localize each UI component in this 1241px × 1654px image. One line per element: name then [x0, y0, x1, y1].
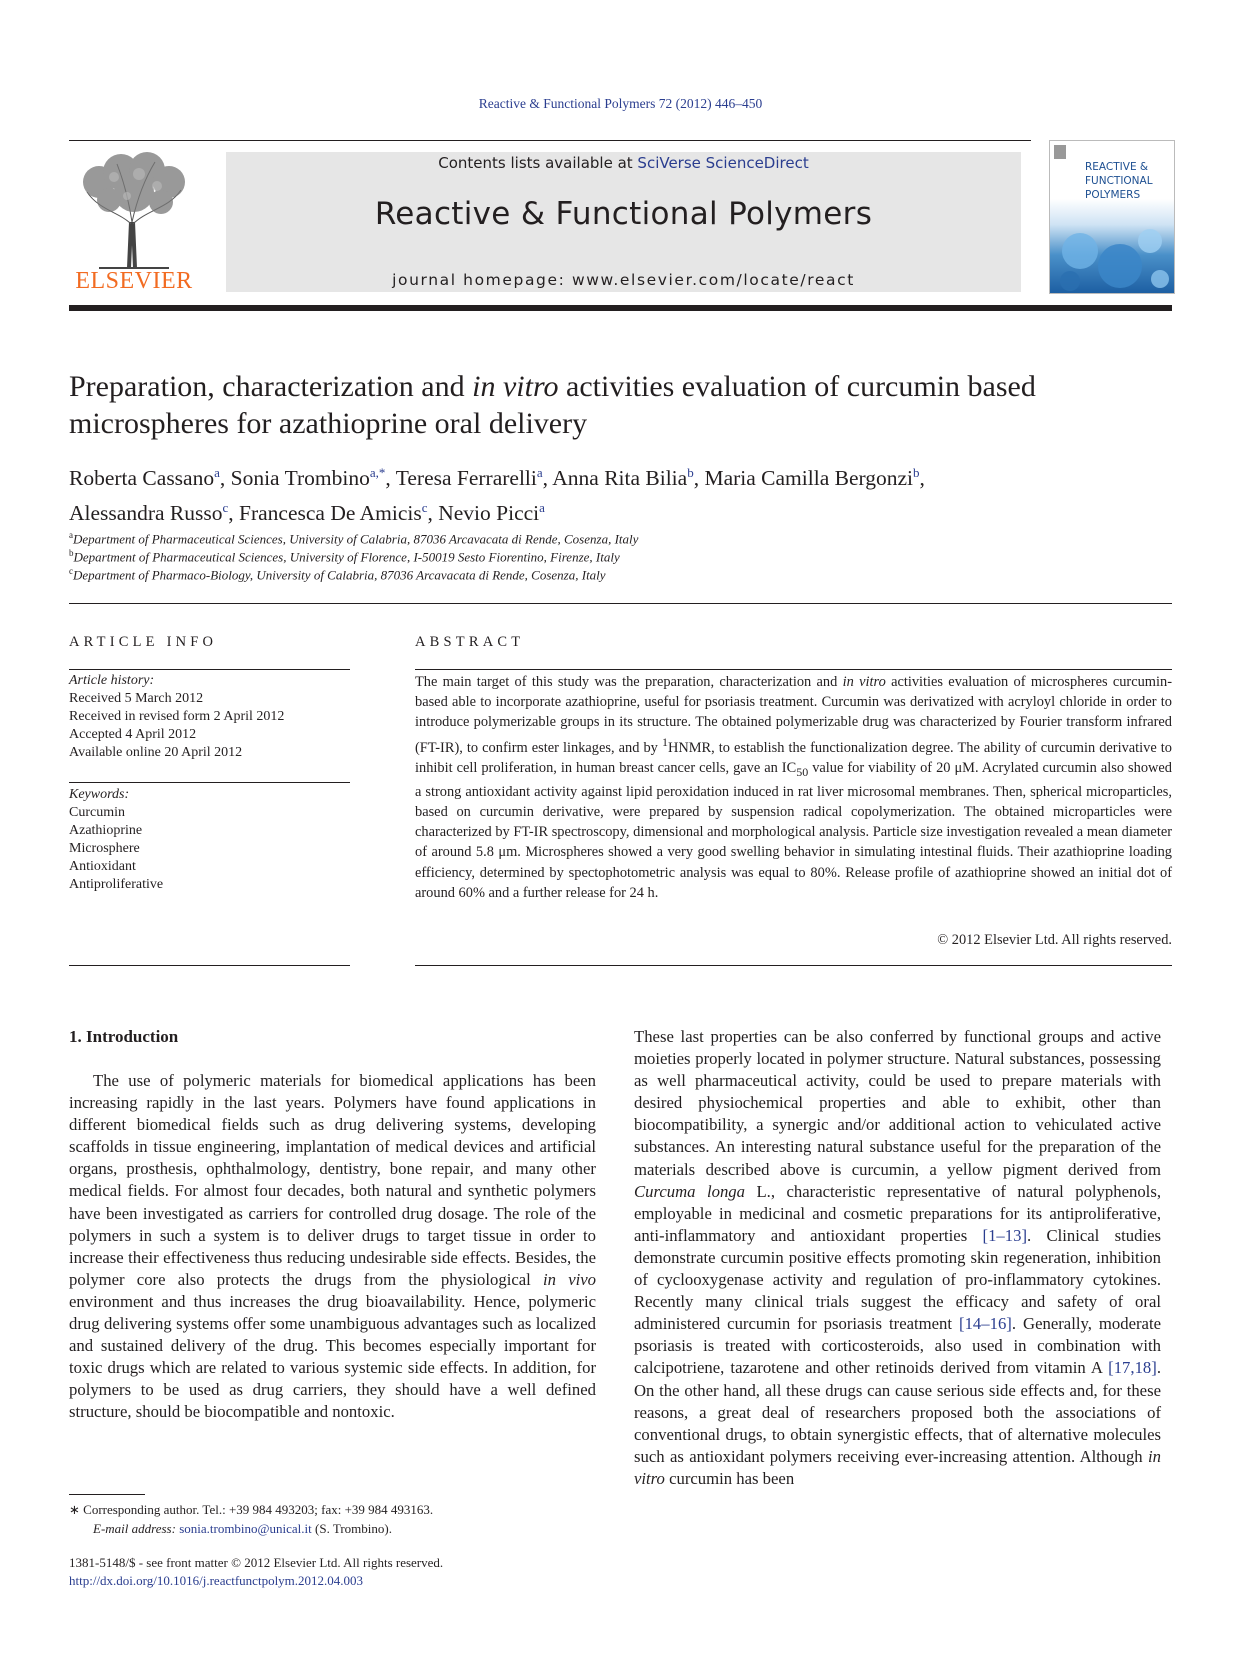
- abstract-subscript: 50: [796, 765, 809, 780]
- abstract-rule: [415, 965, 1172, 966]
- abstract-segment: HNMR, to establish the functionalization degree. The ability of curcumin derivative to inhibit cell proliferation, in human breast cancer cells, gave an IC: [415, 740, 1173, 777]
- intro-text: . Clinical studies demonstrate curcumin positive effects promoting skin regeneration, inhibition of cyclooxygenase activity and regulation of pro-inflammatory cytokines. Recently many clinical trials suggest the efficacy and safety of oral administered curcumin for psoriasis treatment: [634, 1225, 1161, 1334]
- title-text: Preparation, characterization and: [69, 370, 473, 403]
- header-thick-rule: [69, 305, 1172, 311]
- author-name: Anna Rita Bilia: [552, 466, 688, 491]
- intro-text: curcumin has been: [664, 1468, 795, 1488]
- citation-link[interactable]: [14–16]: [959, 1314, 1012, 1334]
- intro-text: The use of polymeric materials for biomedical applications has been increasing rapidly in the last years. Polymers have found applications in different biomedical fields such as drug delivering systems, developing scaffolds in tissue engineering, implantation of medical devices and artificial organs, prosthesis, ophthalmology, dentistry, bone repair, and many other medical fields. For almost four decades, both natural and synthetic polymers have been investigated as carriers for controlled drug dosage. The role of the polymers in such a system is to deliver drugs to target tissue in order to increase their effectiveness thus reducing undesirable side effects. Besides, the polymer core also protects the drugs from the physiological: [69, 1071, 596, 1289]
- affiliation: [69, 548, 620, 565]
- intro-text: environment and thus increases the drug bioavailability. Hence, polymeric drug delivering systems offer some unambiguous advantages such as localized and sustained delivery of the drug. This becomes especially important for toxic drugs which are related to various systemic side effects. In addition, for polymers to be used as drug carriers, they should have a well defined structure, should be biocompatible and nontoxic.: [69, 1291, 596, 1422]
- elsevier-wordmark: ELSEVIER: [75, 268, 193, 294]
- section-rule: [69, 603, 1172, 604]
- footnotes: [69, 1500, 629, 1538]
- abstract-segment: activities evaluation of microspheres curcumin-based able to incorporate azathioprine, useful for psoriasis treatment. Curcumin was derivatized with acryloyl chloride in order to introduce polymerizable groups in its structure. The obtained polymerizable drug was characterized by Fourier transform infrared (FT-IR), to confirm ester linkages, and by: [415, 674, 1172, 757]
- author-affiliation-mark[interactable]: a: [539, 500, 545, 516]
- article-info-rule: [69, 669, 350, 670]
- affiliation-mark: a: [69, 530, 73, 540]
- journal-cover-image: [1049, 140, 1175, 294]
- author-separator: ,: [228, 501, 240, 526]
- title-text: activities evaluation of curcumin based microspheres for azathioprine oral delivery: [69, 370, 1036, 440]
- citation-link[interactable]: [1–13]: [982, 1225, 1028, 1245]
- title-italic: in vitro: [472, 370, 559, 403]
- abstract-superscript: 1: [661, 735, 668, 750]
- article-info-rule: [69, 782, 350, 783]
- cover-bubbles-graphic: [1050, 211, 1174, 293]
- issn-line: 1381-5148/$ - see front matter © 2012 Elsevier Ltd. All rights reserved.: [69, 1555, 444, 1570]
- article-info-rule: [69, 965, 350, 966]
- abstract-rule: [415, 669, 1172, 670]
- author-name: Sonia Trombino: [230, 466, 370, 491]
- abstract-copyright: © 2012 Elsevier Ltd. All rights reserved.: [937, 932, 1172, 948]
- author-separator: ,: [919, 466, 925, 491]
- author-name: Francesca De Amicis: [239, 501, 422, 526]
- keyword: Azathioprine: [69, 823, 143, 838]
- intro-text: These last properties can be also conferred by functional groups and active moieties properly located in polymer structure. Natural substances, possessing as well pharmaceutical activity, could be used to prepare materials with desired physiochemical properties and able to exhibit, other than biocompatibility, a synergic and/or additional action to vehiculated active substances. An interesting natural substance useful for the preparation of the materials described above is curcumin, a yellow pigment derived from: [634, 1027, 1161, 1179]
- intro-text: L., characteristic representative of natural polyphenols, employable in medicinal and cosmetic preparations for its antiproliferative, anti-inflammatory and antioxidant properties: [634, 1181, 1161, 1245]
- journal-reference[interactable]: Reactive & Functional Polymers 72 (2012) 446–450: [478, 96, 763, 111]
- sciencedirect-link[interactable]: SciVerse ScienceDirect: [637, 154, 809, 172]
- keywords: [69, 786, 350, 894]
- author-separator: ,: [542, 466, 553, 491]
- email-link[interactable]: sonia.trombino@unical.it: [179, 1521, 312, 1536]
- journal-homepage[interactable]: journal homepage: www.elsevier.com/locate/react: [392, 271, 855, 289]
- affiliation-mark: b: [69, 548, 74, 558]
- affiliation: [69, 530, 638, 547]
- cover-title: [1085, 160, 1153, 202]
- citation-link[interactable]: [17,18]: [1108, 1358, 1157, 1378]
- author-affiliation-mark[interactable]: a,*: [369, 465, 386, 480]
- author-affiliation-mark[interactable]: c: [222, 500, 229, 516]
- email-suffix: (S. Trombino).: [311, 1521, 392, 1536]
- author-name: Maria Camilla Bergonzi: [704, 466, 914, 491]
- history-entry: Received in revised form 2 April 2012: [69, 709, 285, 724]
- author-separator: ,: [693, 466, 705, 491]
- affiliation-text: Department of Pharmaco-Biology, University of Calabria, 87036 Arcavacata di Rende, Cosenza, Italy: [73, 567, 606, 583]
- history-entry: Accepted 4 April 2012: [69, 727, 197, 742]
- author-separator: ,: [219, 466, 231, 491]
- article-title: [69, 368, 1172, 442]
- history-entry: Received 5 March 2012: [69, 691, 204, 706]
- contents-availability: [226, 154, 1021, 172]
- intro-italic: Curcuma longa: [634, 1181, 745, 1201]
- keyword: Antioxidant: [69, 859, 136, 874]
- history-label: Article history:: [69, 673, 155, 688]
- keyword: Antiproliferative: [69, 877, 164, 892]
- history-entry: Available online 20 April 2012: [69, 745, 243, 760]
- intro-left-column: [69, 1070, 596, 1424]
- introduction-heading: 1. Introduction: [69, 1027, 179, 1046]
- intro-text: . Generally, moderate psoriasis is treated with corticosteroids, also used in combination with calcipotriene, tazarotene and other retinoids derived from vitamin A: [634, 1314, 1161, 1378]
- author-affiliation-mark[interactable]: a: [536, 465, 543, 480]
- contents-prefix: Contents lists available at: [438, 154, 638, 172]
- cover-title-line: REACTIVE &: [1085, 161, 1149, 173]
- author-separator: ,: [385, 466, 396, 491]
- abstract-segment: value for viability of 20 μM. Acrylated curcumin also showed a strong antioxidant activity against lipid peroxidation induced in rat liver microsomal membranes. Then, spherical microparticles, based on curcumin derivative, were prepared by suspension radical copolymerization. The obtained microparticles were characterized by FT-IR spectroscopy, dimensional and morphological analysis. Particle size investigation revealed a mean diameter of around 5.8 μm. Microspheres showed a very good swelling behavior in simulating intestinal fluids. Their azathioprine loading efficiency, determined by spectophotometric analysis was equal to 80%. Release profile of azathioprine showed an initial dot of around 60% and a further release for 24 h.: [415, 760, 1172, 901]
- affiliation-mark: c: [69, 566, 73, 576]
- author-name: Alessandra Russo: [69, 501, 223, 526]
- author-separator: ,: [427, 501, 439, 526]
- intro-italic: in vitro: [634, 1446, 1161, 1488]
- journal-name: Reactive & Functional Polymers: [374, 196, 873, 232]
- affiliation-text: Department of Pharmaceutical Sciences, University of Florence, I-50019 Sesto Fiorentino, Firenze, Italy: [73, 549, 620, 565]
- affiliation-text: Department of Pharmaceutical Sciences, University of Calabria, 87036 Arcavacata di Rende, Cosenza, Italy: [73, 531, 639, 547]
- abstract-text: [415, 672, 1172, 903]
- author-affiliation-mark[interactable]: c: [421, 500, 428, 516]
- author-list: [69, 458, 1172, 528]
- publication-info: [69, 1554, 629, 1590]
- cover-title-line: FUNCTIONAL: [1085, 175, 1153, 187]
- intro-text: . On the other hand, all these drugs can cause serious side effects and, for these reasons, a great deal of researchers proposed both the associations of conventional drugs, to obtain synergistic effects, that of alternative molecules such as antioxidant polymers receiving ever-increasing attention. Although: [634, 1358, 1161, 1466]
- author-name: Teresa Ferrarelli: [395, 466, 537, 491]
- author-name: Nevio Picci: [438, 501, 540, 526]
- cover-title-line: POLYMERS: [1085, 189, 1141, 201]
- author-affiliation-mark[interactable]: b: [687, 465, 694, 480]
- keyword: Microsphere: [69, 841, 140, 856]
- cover-elsevier-mark: [1054, 145, 1066, 159]
- keywords-label: Keywords:: [69, 787, 130, 802]
- affiliation: [69, 566, 606, 583]
- email-note: [69, 1519, 629, 1538]
- footnote-rule: [69, 1494, 145, 1495]
- author-affiliation-mark[interactable]: b: [913, 465, 920, 480]
- intro-italic: in vivo: [543, 1269, 596, 1289]
- keyword: Curcumin: [69, 805, 125, 820]
- doi-link[interactable]: http://dx.doi.org/10.1016/j.reactfunctpolym.2012.04.003: [69, 1573, 364, 1588]
- corresponding-author-note: ∗ Corresponding author. Tel.: +39 984 493203; fax: +39 984 493163.: [69, 1502, 434, 1517]
- abstract-italic: in vitro: [842, 674, 886, 690]
- email-label: E-mail address:: [93, 1521, 180, 1536]
- author-affiliation-mark[interactable]: a: [214, 465, 220, 480]
- article-history: [69, 672, 350, 762]
- author-name: Roberta Cassano: [69, 466, 215, 491]
- header-top-rule: [69, 140, 1031, 141]
- article-info-heading: ARTICLE INFO: [69, 634, 218, 650]
- abstract-segment: The main target of this study was the preparation, characterization and: [415, 674, 843, 690]
- intro-right-column: [634, 1026, 1161, 1490]
- abstract-heading: ABSTRACT: [415, 634, 525, 650]
